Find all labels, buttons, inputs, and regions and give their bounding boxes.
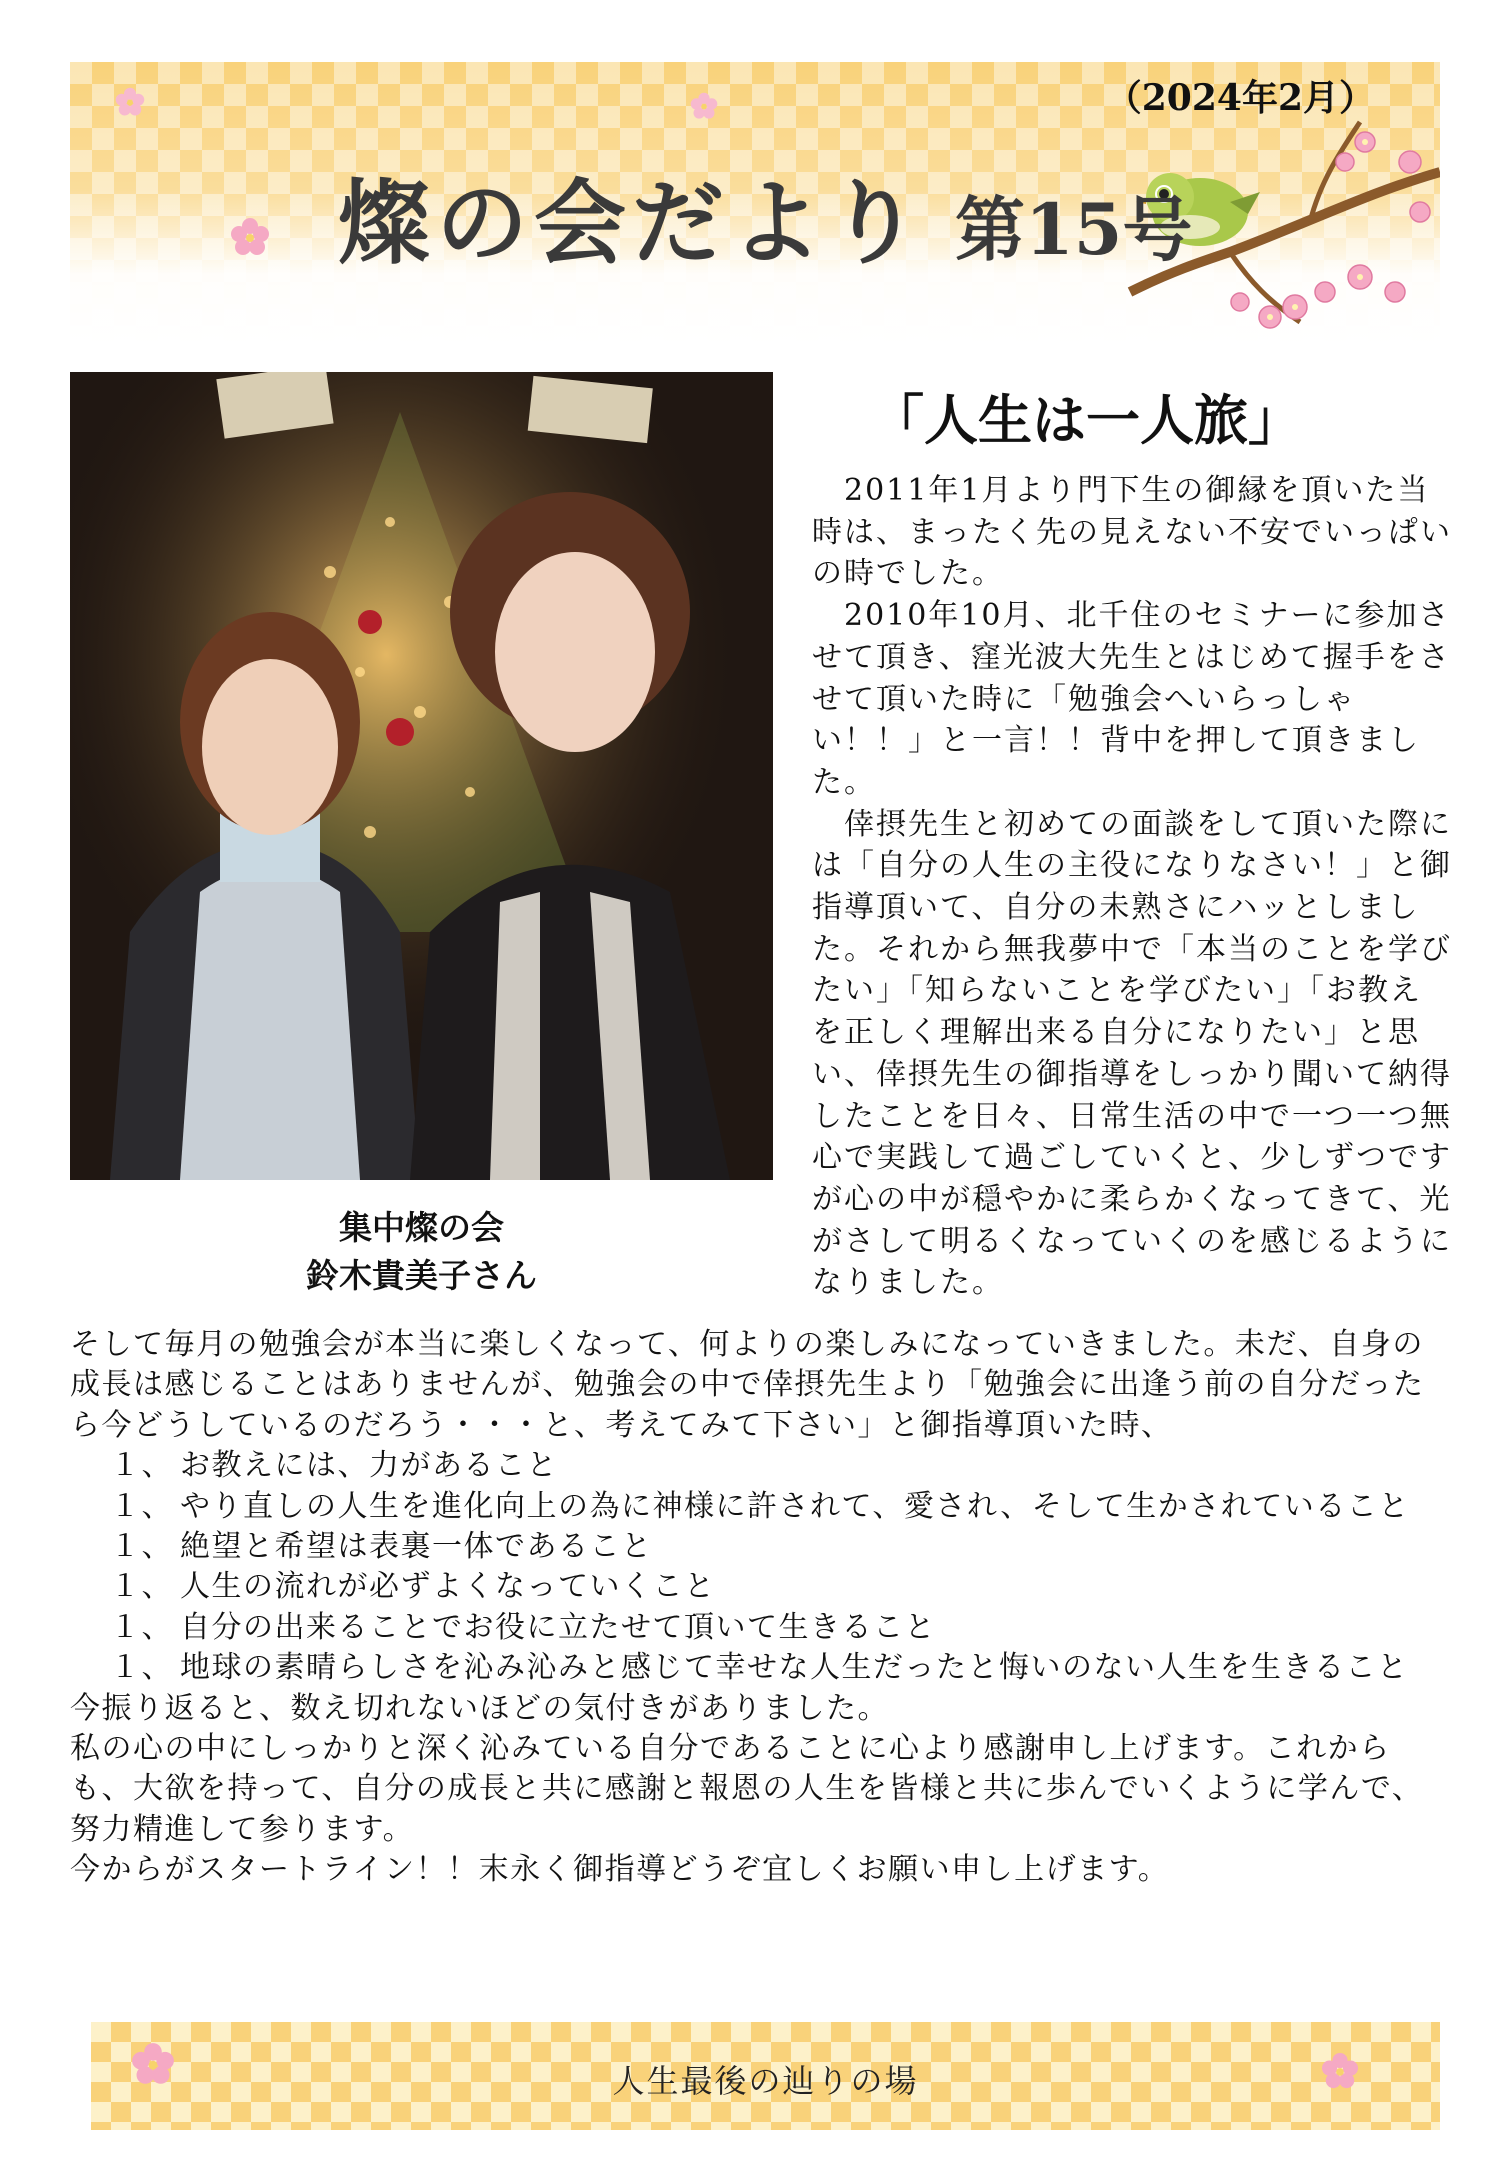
list-item-text: 人生の流れが必ずよくなっていくこと	[180, 1569, 716, 1605]
issue-number: 第15号	[955, 188, 1193, 271]
paragraph: 2010年10月、北千住のセミナーに参加させて頂き、窪光波大先生とはじめて握手をさせて頂いた時に「勉強会へいらっしゃい！！」と一言！！背中を押して頂きました。	[812, 598, 1451, 800]
blossom-icon	[690, 92, 718, 120]
paragraph: 私の心の中にしっかりと深く沁みている自分であることに心より感謝申し上げます。これからも、大欲を持って、自分の成長と共に感謝と報恩の人生を皆様と共に歩んでいくように学んで、努力精進して参ります。	[70, 1731, 1424, 1847]
list-marker: １、	[110, 1609, 173, 1645]
paragraph: 倖摂先生と初めての面談をして頂いた際には「自分の人生の主役になりなさい！」と御指導頂いて、自分の未熟さにハッとしました。それから無我夢中で「本当のことを学びたい」「知らないことを学びたい」「お教えを正しく理解出来る自分になりたい」と思い、倖摂先生の御指導をしっかり聞いて納得したことを日々、日常生活の中で一つ一つ無心で実践して過ごしていくと、少しずつですが心の中が穏やかに柔らかくなってきて、光がさして明るくなっていくのを感じるようになりました。	[812, 806, 1452, 1301]
paragraph: 今振り返ると、数え切れないほどの気付きがありました。	[70, 1690, 889, 1726]
list-item	[70, 1487, 1440, 1527]
list-marker: １、	[110, 1650, 173, 1686]
article-headline: 「人生は一人旅」	[870, 388, 1302, 452]
list-marker: １、	[110, 1448, 173, 1484]
list-item-text: 自分の出来ることでお役に立たせて頂いて生きること	[180, 1609, 936, 1645]
list-marker: １、	[110, 1569, 173, 1605]
column-text	[812, 470, 1452, 1304]
portrait-photo	[70, 372, 773, 1180]
paragraph: 2011年1月より門下生の御縁を頂いた当時は、まったく先の見えない不安でいっぱいの時でした。	[812, 473, 1452, 592]
paragraph: 今からがスタートライン！！末永く御指導どうぞ宜しくお願い申し上げます。	[70, 1852, 1170, 1888]
header-banner	[70, 62, 1440, 345]
full-width-text	[70, 1325, 1440, 1891]
list-item-text: お教えには、力があること	[180, 1448, 558, 1484]
newsletter-title: 燦の会だより	[338, 169, 927, 277]
list-item-text: 地球の素晴らしさを沁み沁みと感じて幸せな人生だったと悔いのない人生を生きること	[180, 1650, 1409, 1686]
issue-date: （2024年2月）	[1105, 77, 1375, 119]
list-item-text: やり直しの人生を進化向上の為に神様に許されて、愛され、そして生かされていること	[180, 1488, 1410, 1524]
list-item-text: 絶望と希望は表裏一体であること	[180, 1529, 653, 1565]
blossom-icon	[115, 87, 145, 117]
paragraph: そして毎月の勉強会が本当に楽しくなって、何よりの楽しみになっていきました。未だ、自身の成長は感じることはありませんが、勉強会の中で倖摂先生より「勉強会に出逢う前の自分だったら今どうしているのだろう・・・と、考えてみて下さい」と御指導頂いた時、	[70, 1327, 1425, 1443]
photo-caption	[70, 1204, 773, 1300]
list-item	[70, 1648, 1440, 1688]
caption-person: 鈴木貴美子さん	[306, 1256, 537, 1295]
list-item	[70, 1567, 1440, 1607]
list-item	[70, 1446, 1440, 1486]
list-marker: １、	[110, 1488, 173, 1524]
blossom-icon	[230, 217, 270, 257]
list-item	[70, 1608, 1440, 1648]
list-marker: １、	[110, 1529, 173, 1565]
footer-tagline: 人生最後の辿りの場	[612, 2062, 919, 2100]
footer-banner	[91, 2022, 1440, 2130]
caption-group: 集中燦の会	[339, 1208, 504, 1247]
list-item	[70, 1527, 1440, 1567]
